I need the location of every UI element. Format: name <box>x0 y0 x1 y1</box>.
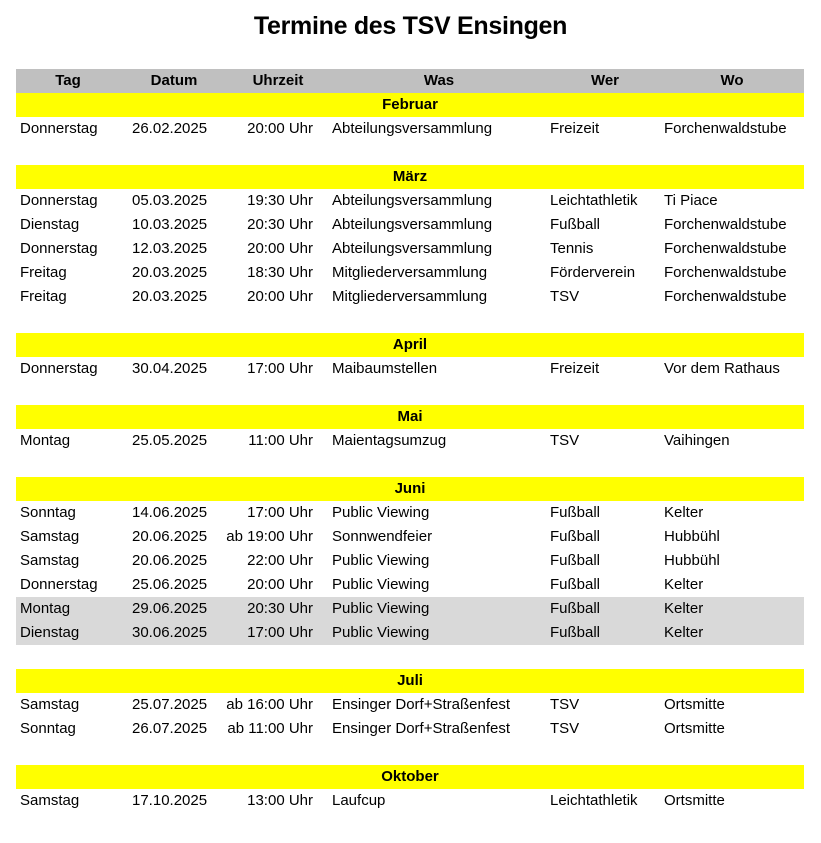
cell-tag: Samstag <box>20 792 80 809</box>
table-header-row <box>16 69 804 93</box>
month-header-row: März <box>16 165 804 189</box>
page-title: Termine des TSV Ensingen <box>253 12 568 40</box>
cell-was: Public Viewing <box>332 552 430 569</box>
cell-uhrzeit: 22:00 Uhr <box>247 552 313 569</box>
column-header-uhrzeit: Uhrzeit <box>252 72 304 89</box>
cell-tag: Donnerstag <box>20 240 98 257</box>
cell-tag: Samstag <box>20 552 80 569</box>
cell-uhrzeit: 19:30 Uhr <box>247 192 313 209</box>
cell-wo: Hubbühl <box>664 528 720 545</box>
cell-wo: Kelter <box>664 504 704 521</box>
cell-was: Abteilungsversammlung <box>332 216 493 233</box>
spacer-row <box>16 741 804 765</box>
cell-datum: 10.03.2025 <box>132 216 208 233</box>
month-header-row: Oktober <box>16 765 804 789</box>
cell-uhrzeit: ab 11:00 Uhr <box>227 720 313 737</box>
cell-datum: 25.07.2025 <box>132 696 208 713</box>
cell-wo: Ti Piace <box>664 192 718 209</box>
cell-datum: 30.06.2025 <box>132 624 208 641</box>
cell-wo: Ortsmitte <box>664 792 725 809</box>
cell-uhrzeit: 11:00 Uhr <box>248 432 313 449</box>
cell-wer: Fußball <box>550 528 601 545</box>
cell-was: Maientagsumzug <box>332 432 447 449</box>
cell-datum: 20.06.2025 <box>132 528 208 545</box>
cell-wer: Freizeit <box>550 360 600 377</box>
cell-wo: Vor dem Rathaus <box>664 360 780 377</box>
table-row <box>16 357 804 381</box>
cell-was: Maibaumstellen <box>332 360 438 377</box>
cell-datum: 20.06.2025 <box>132 552 208 569</box>
cell-datum: 20.03.2025 <box>132 264 208 281</box>
cell-wo: Forchenwaldstube <box>664 120 787 137</box>
cell-wer: TSV <box>550 696 580 713</box>
cell-wer: Leichtathletik <box>550 192 638 209</box>
cell-wo: Ortsmitte <box>664 696 725 713</box>
cell-tag: Donnerstag <box>20 360 98 377</box>
column-header-was: Was <box>423 72 455 89</box>
cell-wer: Fußball <box>550 504 601 521</box>
spacer-row <box>16 453 804 477</box>
cell-uhrzeit: 18:30 Uhr <box>247 264 313 281</box>
table-row <box>16 717 804 741</box>
cell-tag: Samstag <box>20 696 80 713</box>
cell-wer: Fußball <box>550 624 601 641</box>
cell-tag: Donnerstag <box>20 120 98 137</box>
cell-datum: 29.06.2025 <box>132 600 208 617</box>
cell-uhrzeit: ab 16:00 Uhr <box>226 696 313 713</box>
spacer-row <box>16 645 804 669</box>
table-row <box>16 621 804 645</box>
cell-datum: 20.03.2025 <box>132 288 208 305</box>
cell-was: Mitgliederversammlung <box>332 288 488 305</box>
cell-was: Mitgliederversammlung <box>332 264 488 281</box>
table-row <box>16 261 804 285</box>
cell-wer: Fußball <box>550 576 601 593</box>
cell-wer: Leichtathletik <box>550 792 638 809</box>
cell-datum: 26.02.2025 <box>132 120 208 137</box>
cell-wo: Kelter <box>664 576 704 593</box>
cell-wer: Förderverein <box>550 264 636 281</box>
table-row <box>16 429 804 453</box>
table-row <box>16 573 804 597</box>
table-row <box>16 525 804 549</box>
table-row <box>16 597 804 621</box>
cell-uhrzeit: 13:00 Uhr <box>247 792 313 809</box>
table-body <box>16 93 804 813</box>
cell-was: Public Viewing <box>332 624 430 641</box>
cell-wo: Forchenwaldstube <box>664 240 787 257</box>
cell-tag: Freitag <box>20 288 67 305</box>
cell-uhrzeit: 20:30 Uhr <box>247 600 313 617</box>
cell-tag: Samstag <box>20 528 80 545</box>
cell-tag: Donnerstag <box>20 192 98 209</box>
cell-wer: TSV <box>550 288 580 305</box>
cell-was: Public Viewing <box>332 504 430 521</box>
month-header-row: Mai <box>16 405 804 429</box>
cell-wer: Fußball <box>550 552 601 569</box>
column-header-datum: Datum <box>150 72 198 89</box>
month-header-row: Juli <box>16 669 804 693</box>
cell-wer: Fußball <box>550 216 601 233</box>
column-header-wer: Wer <box>590 72 620 89</box>
cell-tag: Donnerstag <box>20 576 98 593</box>
cell-wo: Kelter <box>664 600 704 617</box>
cell-was: Sonnwendfeier <box>332 528 433 545</box>
cell-wo: Forchenwaldstube <box>664 216 787 233</box>
cell-datum: 25.05.2025 <box>132 432 208 449</box>
cell-tag: Dienstag <box>20 216 80 233</box>
cell-uhrzeit: 20:30 Uhr <box>247 216 313 233</box>
column-header-tag: Tag <box>55 72 81 89</box>
cell-wer: Freizeit <box>550 120 600 137</box>
month-header-row: Februar <box>16 93 804 117</box>
table-row <box>16 549 804 573</box>
spacer-row <box>16 309 804 333</box>
cell-datum: 25.06.2025 <box>132 576 208 593</box>
cell-uhrzeit: 20:00 Uhr <box>247 120 313 137</box>
cell-tag: Montag <box>20 600 71 617</box>
cell-datum: 05.03.2025 <box>132 192 208 209</box>
cell-uhrzeit: 17:00 Uhr <box>247 504 313 521</box>
cell-was: Ensinger Dorf+Straßenfest <box>332 720 511 737</box>
table-row <box>16 501 804 525</box>
cell-uhrzeit: 17:00 Uhr <box>247 624 313 641</box>
cell-was: Laufcup <box>332 792 386 809</box>
cell-was: Public Viewing <box>332 600 430 617</box>
table-row <box>16 285 804 309</box>
spacer-row <box>16 141 804 165</box>
cell-uhrzeit: ab 19:00 Uhr <box>226 528 313 545</box>
cell-was: Abteilungsversammlung <box>332 120 493 137</box>
cell-wer: Tennis <box>550 240 594 257</box>
cell-uhrzeit: 17:00 Uhr <box>247 360 313 377</box>
spacer-row <box>16 381 804 405</box>
cell-wer: TSV <box>550 432 580 449</box>
cell-wo: Hubbühl <box>664 552 720 569</box>
cell-wo: Forchenwaldstube <box>664 264 787 281</box>
cell-wer: Fußball <box>550 600 601 617</box>
cell-datum: 30.04.2025 <box>132 360 208 377</box>
cell-wer: TSV <box>550 720 580 737</box>
table-row <box>16 189 804 213</box>
cell-was: Abteilungsversammlung <box>332 192 493 209</box>
cell-uhrzeit: 20:00 Uhr <box>247 240 313 257</box>
month-header-row: April <box>16 333 804 357</box>
cell-tag: Sonntag <box>20 504 76 521</box>
cell-wo: Ortsmitte <box>664 720 725 737</box>
cell-wo: Vaihingen <box>664 432 730 449</box>
cell-tag: Sonntag <box>20 720 76 737</box>
events-table <box>16 69 804 813</box>
table-row <box>16 693 804 717</box>
cell-datum: 14.06.2025 <box>132 504 208 521</box>
table-row <box>16 237 804 261</box>
cell-uhrzeit: 20:00 Uhr <box>247 288 313 305</box>
table-row <box>16 789 804 813</box>
table-row <box>16 213 804 237</box>
cell-datum: 12.03.2025 <box>132 240 208 257</box>
cell-uhrzeit: 20:00 Uhr <box>247 576 313 593</box>
cell-datum: 17.10.2025 <box>132 792 208 809</box>
column-header-wo: Wo <box>720 72 744 89</box>
cell-tag: Dienstag <box>20 624 80 641</box>
cell-was: Ensinger Dorf+Straßenfest <box>332 696 511 713</box>
cell-tag: Montag <box>20 432 71 449</box>
table-row <box>16 117 804 141</box>
month-header-row: Juni <box>16 477 804 501</box>
cell-wo: Kelter <box>664 624 704 641</box>
cell-wo: Forchenwaldstube <box>664 288 787 305</box>
cell-was: Public Viewing <box>332 576 430 593</box>
cell-was: Abteilungsversammlung <box>332 240 493 257</box>
cell-tag: Freitag <box>20 264 67 281</box>
cell-datum: 26.07.2025 <box>132 720 208 737</box>
